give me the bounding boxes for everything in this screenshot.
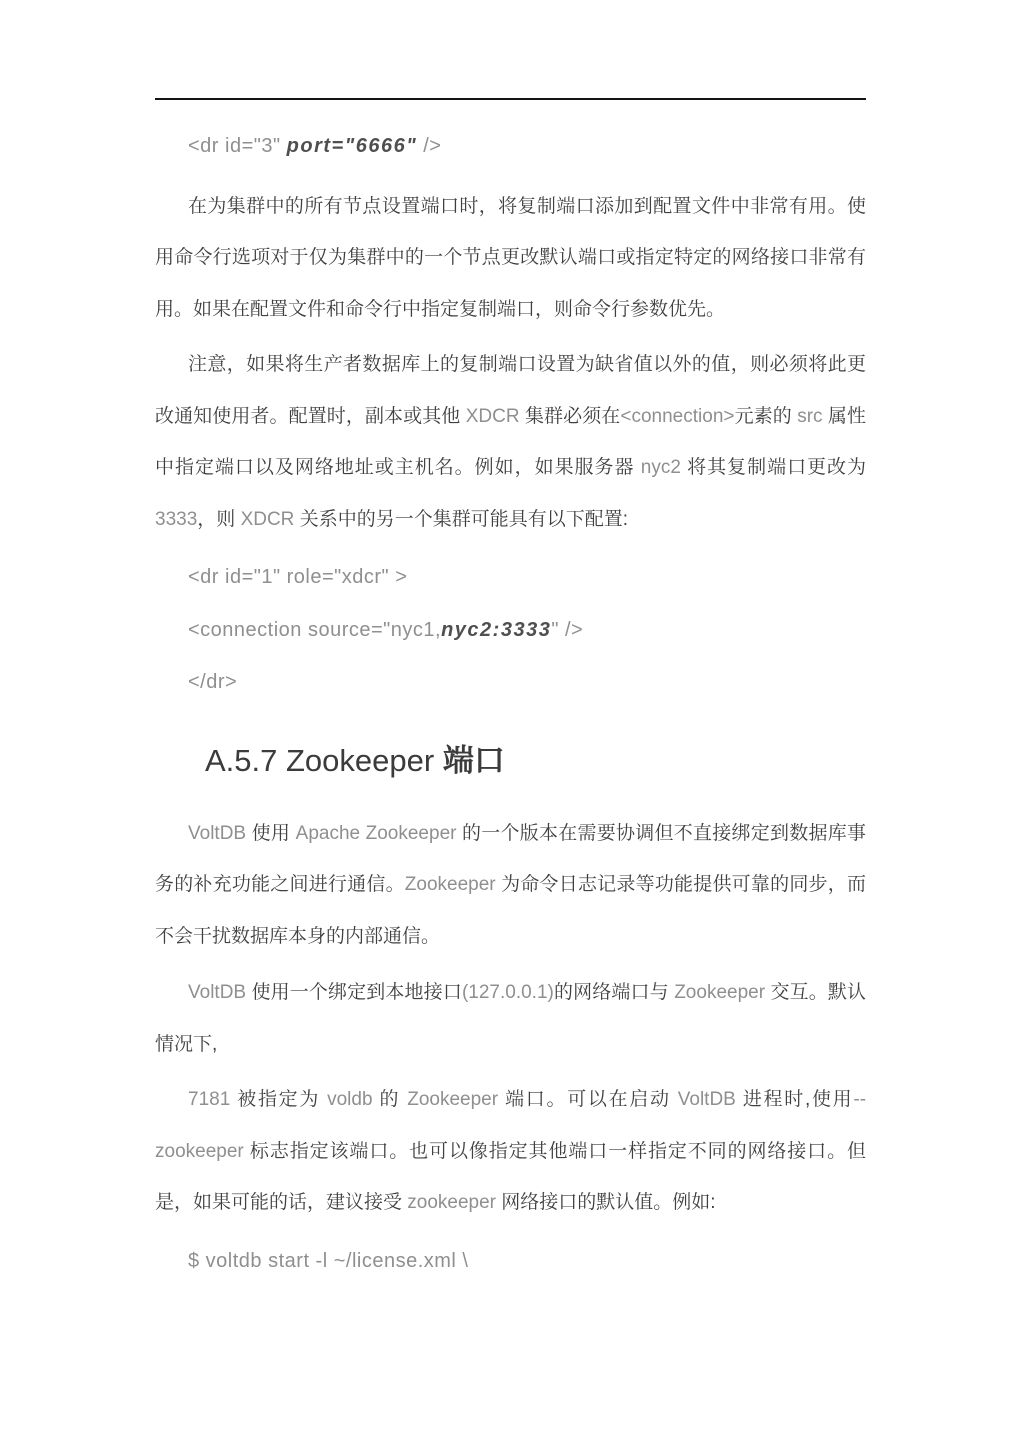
code-line-dr-open xyxy=(155,551,866,604)
text-run: 的网络端口与 xyxy=(553,982,675,1003)
text-run: 网络接口的默认值。例如: xyxy=(501,1192,716,1213)
text-run-latin: src xyxy=(797,405,828,427)
text-run: 的一个版本在需要协调但不直接绑定到数据库事务的补充功能之间进行通信。 xyxy=(155,822,866,895)
code-run: </dr> xyxy=(188,671,238,693)
text-run: 使用 xyxy=(251,822,296,844)
text-run-latin: nyc2 xyxy=(640,457,688,478)
text-run: 关系中的另一个集群可能具有以下配置: xyxy=(299,508,628,530)
paragraph-replication-port-config xyxy=(155,181,866,336)
text-run-latin: Zookeeper xyxy=(407,1089,506,1110)
text-run-latin: (127.0.0.1) xyxy=(461,982,554,1003)
code-line-connection xyxy=(155,604,866,657)
text-run: 属性中指定端口以及网络地址或主机名。例如，如果服务器 xyxy=(155,405,866,478)
text-run-latin: Apache Zookeeper xyxy=(295,822,462,844)
text-run-latin: <connection> xyxy=(620,405,735,427)
text-run-latin: --zookeeper xyxy=(155,1089,867,1162)
text-run-latin: zookeeper xyxy=(407,1192,502,1213)
code-run: " /> xyxy=(551,618,584,641)
code-run: <dr id="1" role="xdcr" > xyxy=(188,566,408,588)
code-line-dr-close xyxy=(155,656,866,709)
text-run-latin: VoltDB xyxy=(188,822,252,844)
code-run: <connection source="nyc1, xyxy=(188,618,442,641)
text-run-latin: voldb xyxy=(327,1089,380,1110)
text-run-latin: 7181 xyxy=(188,1089,238,1110)
code-run-bold: port="6666" xyxy=(286,135,418,157)
text-run-latin: Zookeeper xyxy=(404,874,502,895)
text-run: 使用一个绑定到本地接口 xyxy=(251,982,462,1003)
heading-number-text: A.5.7 Zookeeper xyxy=(205,742,443,778)
text-run: 元素的 xyxy=(734,405,798,427)
paragraph-xdcr-notice xyxy=(155,339,866,545)
code-run-bold: nyc2:3333 xyxy=(441,618,552,641)
text-run: 在为集群中的所有节点设置端口时，将复制端口添加到配置文件中非常有用。使用命令行选项对于仅为集群中的一个节点更改默认端口或指定特定的网络接口非常有用。如果在配置文件和命令行中指定复制端口，则命令行参数优先。 xyxy=(155,195,866,320)
text-run: 标志指定该端口。也可以像指定其他端口一样指定不同的网络接口。但是，如果可能的话，建议接受 xyxy=(155,1140,866,1213)
code-run: /> xyxy=(417,135,442,157)
code-line-voltdb-start xyxy=(155,1235,866,1288)
text-run-latin: Zookeeper xyxy=(674,982,771,1003)
header-separator-rule xyxy=(155,98,866,100)
text-run: 集群必须在 xyxy=(524,405,621,427)
text-run: 端口。可以在启动 xyxy=(505,1089,678,1110)
text-run-latin: XDCR xyxy=(465,405,525,427)
code-run: $ voltdb start -l ~/license.xml \ xyxy=(188,1249,469,1272)
heading-bold-text: 端口 xyxy=(442,742,505,778)
text-run: 进程时,使用 xyxy=(742,1089,854,1110)
text-run: 将其复制端口更改为 xyxy=(687,457,867,478)
code-line-dr-port xyxy=(155,120,866,173)
text-run: 被指定为 xyxy=(237,1089,328,1110)
text-run: 为命令日志记录等功能提供可靠的同步，而不会干扰数据库本身的内部通信。 xyxy=(155,874,866,947)
code-run: <dr id="3" xyxy=(188,135,287,157)
text-run-latin: XDCR xyxy=(240,508,300,530)
paragraph-zookeeper-intro xyxy=(155,808,866,963)
section-heading-zookeeper-port xyxy=(205,740,866,782)
text-run-latin: VoltDB xyxy=(188,982,252,1003)
text-run-latin: VoltDB xyxy=(677,1089,743,1110)
paragraph-zookeeper-port-default xyxy=(155,1074,866,1229)
text-run-latin: 3333 xyxy=(155,508,198,530)
text-run: 的 xyxy=(379,1089,408,1110)
text-run: ，则 xyxy=(197,508,241,530)
paragraph-local-interface xyxy=(155,967,866,1070)
text-run: 注意，如果将生产者数据库上的复制端口设置为缺省值以外的值，则必须将此更改通知使用者。配置时，副本或其他 xyxy=(155,354,866,427)
text-run: 交互。默认情况下, xyxy=(155,982,866,1055)
